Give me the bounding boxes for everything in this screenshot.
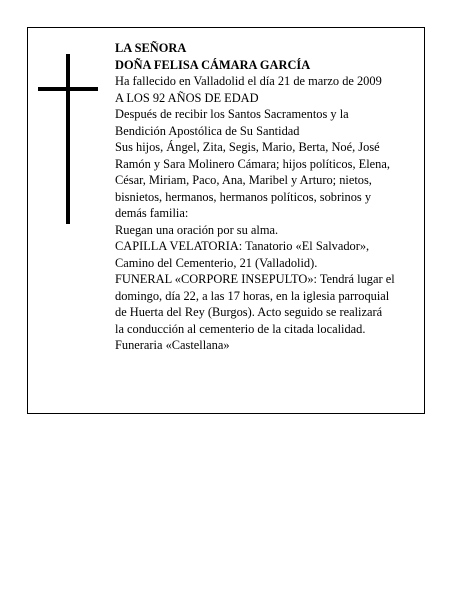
notice-line: FUNERAL «CORPORE INSEPULTO»: Tendrá lugar el: [115, 272, 395, 286]
notice-line: César, Miriam, Paco, Ana, Maribel y Arturo; nietos,: [115, 173, 372, 187]
notice-text: [115, 40, 421, 354]
notice-line: demás familia:: [115, 206, 189, 220]
notice-line: Camino del Cementerio, 21 (Valladolid).: [115, 255, 318, 270]
notice-title-line: LA SEÑORA: [115, 41, 187, 55]
notice-line: Ruegan una oración por su alma.: [115, 222, 279, 237]
cross-icon: [38, 54, 98, 224]
notice-line: de Huerta del Rey (Burgos). Acto seguido se realizará: [115, 305, 383, 319]
deceased-name: DOÑA FELISA CÁMARA GARCÍA: [115, 57, 311, 72]
notice-line: Después de recibir los Santos Sacramentos y la: [115, 107, 349, 121]
notice-line: Ha fallecido en Valladolid el día 21 de marzo de 2009: [115, 74, 382, 88]
notice-line: Funeraria «Castellana»: [115, 338, 230, 352]
notice-line: Ramón y Sara Molinero Cámara; hijos políticos, Elena,: [115, 156, 390, 171]
cross-vertical-bar: [66, 54, 70, 224]
notice-line: domingo, día 22, a las 17 horas, en la iglesia parroquial: [115, 288, 390, 303]
notice-line: Bendición Apostólica de Su Santidad: [115, 123, 300, 138]
notice-line: CAPILLA VELATORIA: Tanatorio «El Salvador»,: [115, 239, 370, 253]
notice-line: bisnietos, hermanos, hermanos políticos, sobrinos y: [115, 189, 372, 204]
cross-horizontal-bar: [38, 87, 98, 91]
notice-line: Sus hijos, Ángel, Zita, Segis, Mario, Berta, Noé, José: [115, 140, 380, 154]
obituary-notice: [27, 27, 425, 414]
notice-line: la conducción al cementerio de la citada localidad.: [115, 321, 366, 336]
notice-line: A LOS 92 AÑOS DE EDAD: [115, 90, 259, 105]
